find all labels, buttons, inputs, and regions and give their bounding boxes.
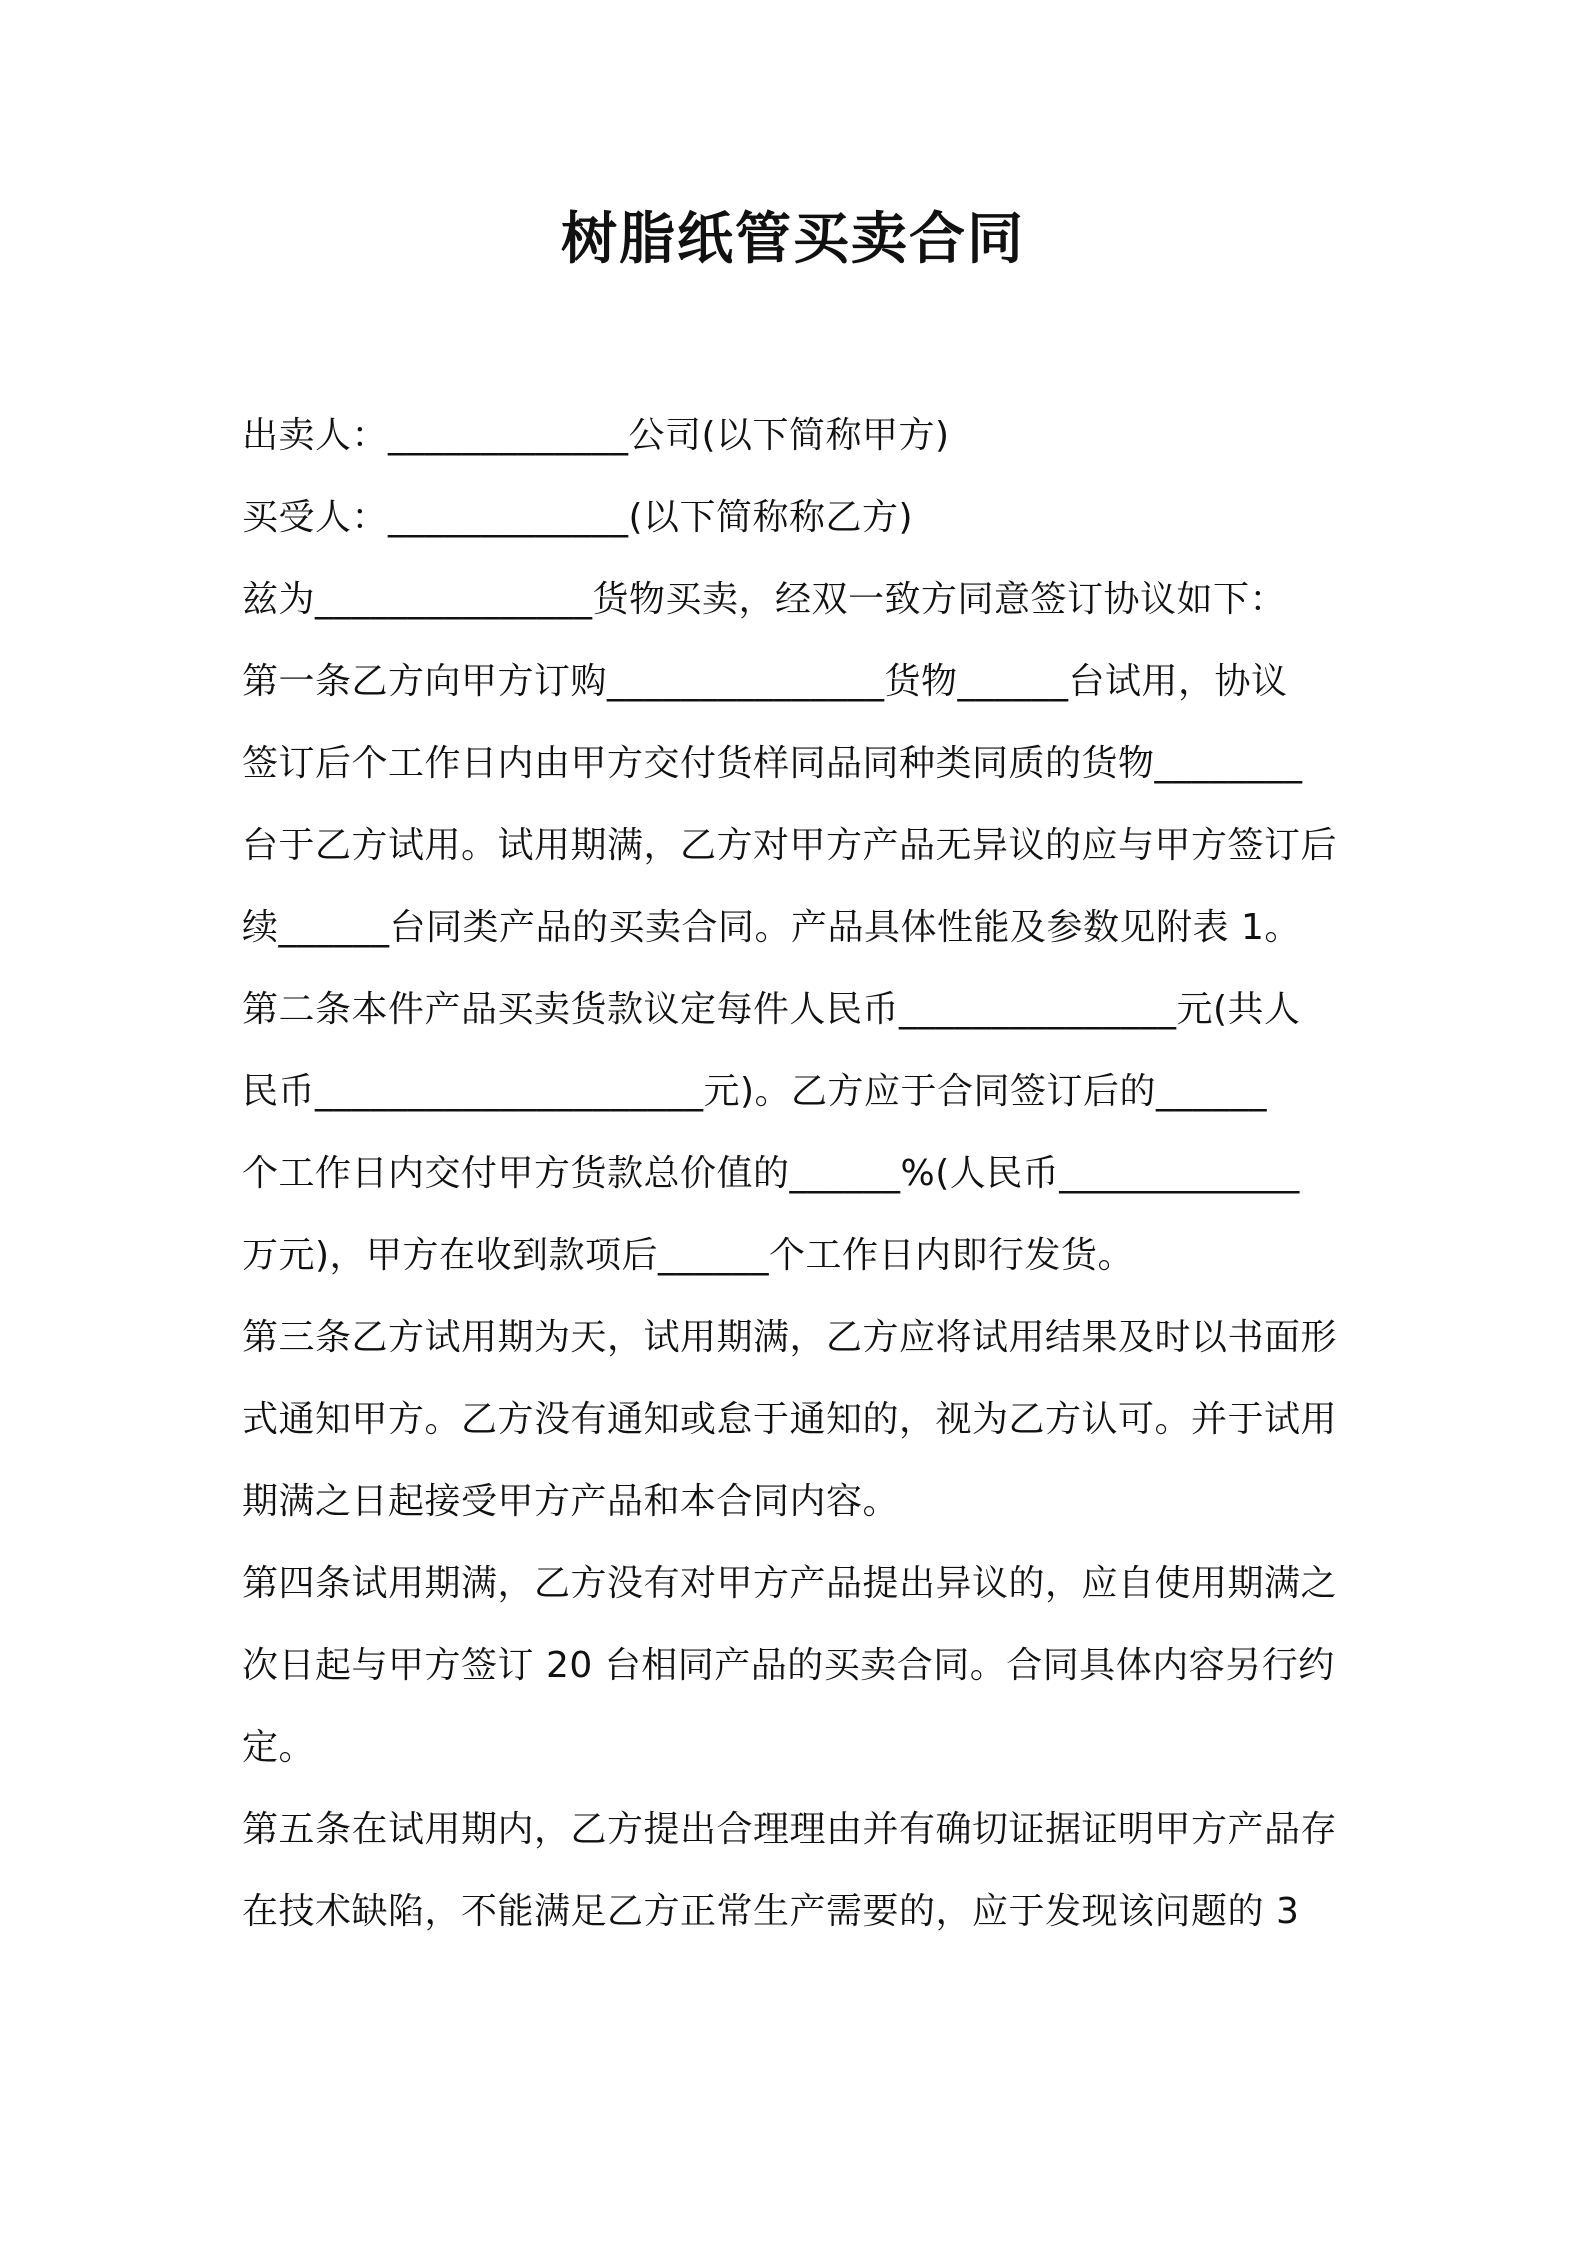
- article-4-line-1: 第四条试用期满，乙方没有对甲方产品提出异议的，应自使用期满之: [242, 1563, 1338, 1604]
- preamble-line: 兹为_______________货物买卖，经双一致方同意签订协议如下：: [242, 579, 1287, 620]
- article-2-line-3: 个工作日内交付甲方货款总价值的______%(人民币_____________: [242, 1153, 1300, 1194]
- article-3-line-1: 第三条乙方试用期为天，试用期满，乙方应将试用结果及时以书面形: [242, 1317, 1338, 1358]
- article-3-line-3: 期满之日起接受甲方产品和本合同内容。: [242, 1481, 900, 1522]
- article-1-line-3: 台于乙方试用。试用期满，乙方对甲方产品无异议的应与甲方签订后: [242, 825, 1338, 866]
- article-3-line-2: 式通知甲方。乙方没有通知或怠于通知的，视为乙方认可。并于试用: [242, 1399, 1338, 1440]
- article-4-line-2: 次日起与甲方签订 20 台相同产品的买卖合同。合同具体内容另行约: [242, 1645, 1335, 1686]
- article-2-line-2: 民币_____________________元)。乙方应于合同签订后的______: [242, 1071, 1268, 1112]
- article-1-line-4: 续______台同类产品的买卖合同。产品具体性能及参数见附表 1。: [242, 907, 1301, 948]
- article-5-line-2: 在技术缺陷，不能满足乙方正常生产需要的，应于发现该问题的 3: [242, 1891, 1300, 1932]
- article-1-line-2: 签订后个工作日内由甲方交付货样同品同种类同质的货物________: [242, 743, 1303, 784]
- seller-line: 出卖人：_____________公司(以下简称甲方): [242, 415, 950, 456]
- buyer-line: 买受人：_____________(以下简称称乙方): [242, 497, 914, 538]
- document-title: 树脂纸管买卖合同: [561, 207, 1025, 272]
- article-1-line-1: 第一条乙方向甲方订购_______________货物______台试用，协议: [242, 661, 1288, 702]
- article-2-line-4: 万元)，甲方在收到款项后______个工作日内即行发货。: [242, 1235, 1135, 1276]
- article-5-line-1: 第五条在试用期内，乙方提出合理理由并有确切证据证明甲方产品存: [242, 1809, 1338, 1850]
- article-2-line-1: 第二条本件产品买卖货款议定每件人民币_______________元(共人: [242, 989, 1301, 1030]
- article-4-line-3: 定。: [242, 1727, 316, 1768]
